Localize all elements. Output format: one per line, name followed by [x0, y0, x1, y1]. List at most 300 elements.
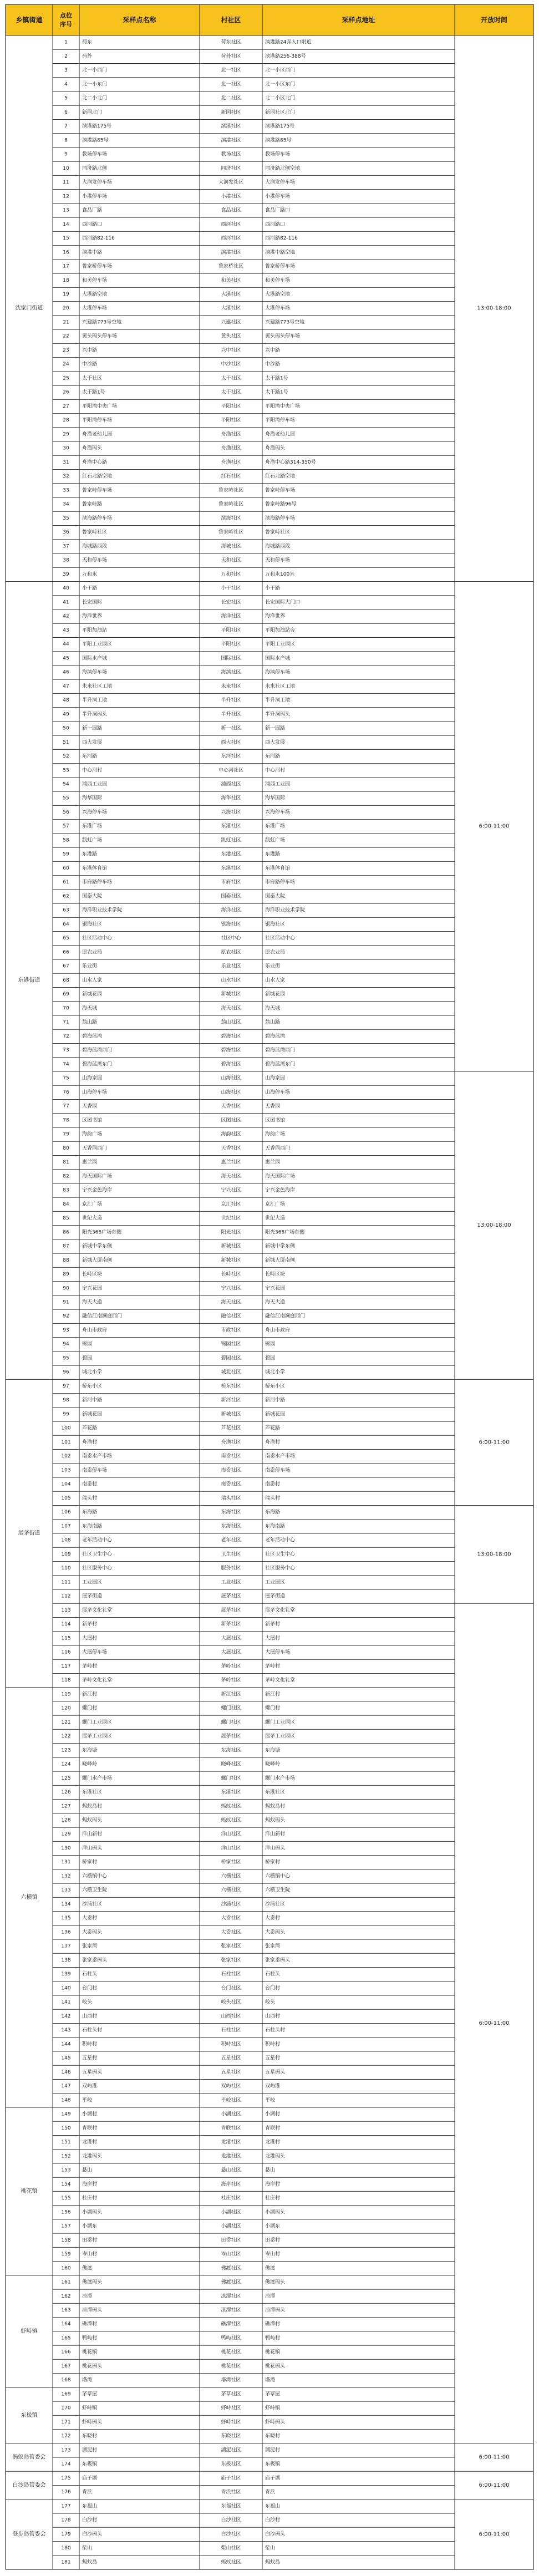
row-address: 原农业局: [265, 949, 286, 956]
row-community: 北一社区: [221, 68, 241, 74]
row-address: 佛渡: [265, 2265, 276, 2272]
row-community: 西大社区: [221, 739, 241, 745]
row-site-name: 礁潭村: [82, 2321, 98, 2328]
row-seq: 28: [63, 418, 69, 424]
row-site-name: 鲁家桥停车场: [82, 263, 113, 270]
row-site-name: 青联村: [82, 2125, 98, 2131]
row-address: 城北小学: [265, 1369, 286, 1375]
row-community: 五星社区: [221, 2069, 241, 2075]
row-address: 晓峰岭: [265, 1761, 281, 1767]
row-site-name: 螺门村: [82, 1705, 98, 1711]
row-site-name: 新城大厦南侧: [82, 1257, 113, 1263]
row-site-name: 张家湾: [82, 1943, 98, 1949]
row-site-name: 西河路82-116: [82, 236, 115, 242]
row-community: 虾峙社区: [221, 2419, 241, 2425]
row-community: 海城社区: [221, 543, 241, 550]
row-site-name: 六横镇中心: [82, 1873, 108, 1879]
row-site-name: 天香园西门: [82, 1145, 108, 1151]
row-address: 滨港路24弄入口附近: [265, 39, 312, 45]
row-site-name: 海岸村: [82, 2181, 98, 2187]
row-seq: 52: [63, 754, 69, 760]
row-site-name: 茅岭文化礼堂: [82, 1678, 113, 1684]
row-address: 悬山: [265, 2167, 276, 2173]
row-site-name: 张家岙码头: [82, 1957, 108, 1963]
row-address: 兴建路773号空地: [265, 319, 305, 326]
row-community: 凯虹社区: [221, 837, 241, 844]
row-address: 新园社区北门: [265, 109, 296, 115]
row-seq: 116: [61, 1649, 71, 1655]
row-site-name: 大展村: [82, 1635, 98, 1642]
row-site-name: 东海路: [82, 1510, 98, 1516]
row-seq: 173: [61, 2447, 71, 2453]
row-community: 天香社区: [221, 1104, 241, 1110]
row-community: 黄头社区: [221, 333, 241, 339]
row-seq: 153: [61, 2167, 71, 2173]
row-seq: 49: [63, 712, 69, 718]
row-seq: 99: [63, 1411, 69, 1417]
row-site-name: 滨海路停车场: [82, 515, 113, 521]
row-address: 螺门水产市场: [265, 1775, 296, 1781]
header-township: 乡镇街道: [16, 16, 43, 24]
row-site-name: 新茅村: [82, 1622, 98, 1628]
row-site-name: 山水人家: [82, 977, 103, 983]
row-site-name: 积峙村: [82, 2041, 98, 2047]
row-address: 宁兴花园: [265, 1286, 286, 1292]
row-site-name: 大港停车场: [82, 306, 108, 312]
row-address: 黄头码头停车场: [265, 333, 301, 339]
row-site-name: 茅草屋: [82, 2391, 98, 2397]
row-address: 东港体育馆: [265, 865, 291, 871]
row-site-name: 茅岭村: [82, 1663, 98, 1669]
row-site-name: 蚂蚁岛: [82, 2559, 98, 2565]
row-seq: 61: [63, 880, 69, 886]
row-community: 东福社区: [221, 2503, 241, 2509]
row-community: 白沙社区: [221, 2531, 241, 2537]
row-address: 螺门村: [265, 1705, 281, 1711]
row-seq: 46: [63, 669, 69, 675]
row-seq: 178: [61, 2517, 71, 2523]
row-seq: 5: [64, 95, 68, 101]
row-address: 宁兴金色海岸: [265, 1187, 296, 1193]
row-address: 锦园: [265, 1342, 276, 1348]
row-community: 东晓社区: [221, 2433, 241, 2440]
row-address: 桥东小区: [265, 1383, 286, 1389]
row-address: 中沙路: [265, 362, 281, 368]
row-address: 北一小区东门: [265, 82, 296, 88]
row-address: 洋山码头: [265, 1845, 286, 1851]
row-community: 山海社区: [221, 1075, 241, 1081]
row-site-name: 杜庄村: [82, 2196, 98, 2202]
row-address: 中心河村: [265, 768, 286, 774]
row-community: 茅岭社区: [221, 1678, 241, 1684]
row-community: 融信社区: [221, 1313, 241, 1319]
row-community: 新一社区: [221, 725, 241, 731]
row-seq: 97: [63, 1383, 69, 1389]
row-seq: 107: [61, 1523, 71, 1530]
row-site-name: 滨港中路: [82, 250, 103, 256]
row-site-name: 北一小东门: [82, 82, 108, 88]
row-site-name: 中心河村: [82, 768, 103, 774]
header-address: 采样点地址: [342, 16, 375, 24]
row-site-name: 虾峙码头: [82, 2419, 103, 2425]
row-community: 鲁家桥社区: [218, 263, 244, 270]
row-seq: 132: [61, 1873, 71, 1879]
row-community: 杜庄社区: [221, 2196, 241, 2202]
row-address: 南岙停车场: [265, 1467, 291, 1474]
row-seq: 62: [63, 893, 69, 900]
row-address: 小湖码头: [265, 2209, 286, 2216]
row-seq: 162: [61, 2293, 71, 2299]
row-site-name: 平阳湾停车场: [82, 418, 113, 424]
row-community: 滨港社区: [221, 138, 241, 144]
row-seq: 89: [63, 1272, 69, 1278]
row-address: 凉潭码头: [265, 2308, 286, 2314]
row-community: 平峧社区: [221, 2097, 241, 2104]
row-address: 蚂蚁码头: [265, 1817, 286, 1823]
row-seq: 60: [63, 865, 69, 871]
row-address: 湖泥村: [265, 2447, 281, 2453]
row-address: 鲁家峙停车场: [265, 487, 296, 494]
row-address: 兴中路: [265, 347, 281, 353]
row-community: 平阳社区: [221, 627, 241, 633]
row-seq: 68: [63, 977, 69, 983]
row-address: 西河路口: [265, 221, 286, 227]
row-site-name: 碧海蓝湾西门: [82, 1048, 113, 1054]
row-site-name: 田岙村: [82, 2237, 98, 2243]
row-site-name: 天和停车场: [82, 557, 108, 563]
row-community: 滨港社区: [221, 250, 241, 256]
row-seq: 42: [63, 613, 69, 619]
row-address: 海华国际: [265, 795, 286, 801]
row-community: 展茅社区: [221, 1593, 241, 1599]
row-address: 螺门工业园区: [265, 1719, 296, 1725]
row-community: 峧头社区: [221, 1999, 241, 2005]
row-seq: 102: [61, 1454, 71, 1460]
row-site-name: 舟渔老幼儿园: [82, 431, 113, 438]
row-seq: 136: [61, 1929, 71, 1935]
row-seq: 25: [63, 375, 69, 382]
row-address: 惠兰园: [265, 1160, 281, 1166]
row-community: 工业社区: [221, 1579, 241, 1586]
row-community: 田岙社区: [221, 2237, 241, 2243]
row-community: 同济社区: [221, 165, 241, 171]
row-site-name: 未来社区工地: [82, 683, 113, 689]
row-community: 食品社区: [221, 207, 241, 214]
row-seq: 142: [61, 2013, 71, 2019]
row-community: 平阳社区: [221, 642, 241, 648]
township-cell: 六横镇: [21, 1894, 38, 1901]
row-address: 滨海路停车场: [265, 515, 296, 521]
row-site-name: 瑞头村: [82, 1495, 98, 1501]
row-address: 半升洞码头: [265, 712, 291, 718]
row-address: 舟渔村: [265, 1439, 281, 1445]
row-address: 海洋世界: [265, 613, 286, 619]
row-community: 海天社区: [221, 1299, 241, 1305]
row-seq: 154: [61, 2181, 71, 2187]
row-seq: 174: [61, 2461, 71, 2467]
row-address: 食品厂路口: [265, 207, 291, 214]
row-address: 大展村: [265, 1635, 281, 1642]
row-community: 蚂蚁社区: [221, 1803, 241, 1810]
row-site-name: 舟渔码头: [82, 445, 103, 451]
row-site-name: 银海社区: [82, 921, 103, 927]
row-community: 小湖社区: [221, 2223, 241, 2229]
row-community: 宁兴社区: [221, 1286, 241, 1292]
row-site-name: 荷东: [82, 39, 93, 45]
row-address: 南岙水产市场: [265, 1454, 296, 1460]
row-address: 庙子湖: [265, 2475, 281, 2481]
row-community: 太干社区: [221, 375, 241, 382]
row-address: 社区卫生中心: [265, 1551, 296, 1557]
row-seq: 12: [63, 194, 69, 200]
row-site-name: 国际水产城: [82, 656, 108, 662]
row-seq: 77: [63, 1104, 69, 1110]
row-seq: 71: [63, 1019, 69, 1025]
row-community: 新城社区: [221, 1243, 241, 1249]
row-community: 世纪社区: [221, 1216, 241, 1222]
row-community: 龙港社区: [221, 2153, 241, 2160]
row-community: 荷东社区: [221, 39, 241, 45]
row-seq: 41: [63, 599, 69, 606]
row-site-name: 兴中路: [82, 347, 98, 353]
row-community: 青联社区: [221, 2125, 241, 2131]
row-address: 佛渡码头: [265, 2279, 286, 2285]
row-site-name: 教场停车场: [82, 151, 108, 157]
row-community: 教场社区: [221, 151, 241, 157]
row-community: 南岙社区: [221, 1454, 241, 1460]
row-site-name: 东海塘: [82, 1747, 98, 1754]
row-address: 区图书馆: [265, 1117, 286, 1124]
row-site-name: 展茅街道: [82, 1593, 103, 1599]
row-site-name: 桃花码头: [82, 2363, 103, 2369]
row-community: 兴建社区: [221, 319, 241, 326]
row-community: 沙浦社区: [221, 1901, 241, 1907]
row-community: 大展社区: [221, 1635, 241, 1642]
row-seq: 175: [61, 2475, 71, 2481]
row-site-name: 浦西工业园: [82, 781, 108, 787]
row-community: 螺门社区: [221, 1719, 241, 1725]
row-seq: 27: [63, 403, 69, 409]
row-seq: 98: [63, 1398, 69, 1404]
row-seq: 65: [63, 936, 69, 942]
row-seq: 177: [61, 2503, 71, 2509]
row-site-name: 东极镇: [82, 2461, 98, 2467]
row-community: 海天社区: [221, 1173, 241, 1180]
row-address: 礁潭村: [265, 2321, 281, 2328]
row-community: 滨海社区: [221, 515, 241, 521]
row-address: 展茅文化礼堂: [265, 1607, 296, 1613]
row-address: 海滨停车场: [265, 669, 291, 675]
hours-cell: 13:00-18:00: [477, 1551, 511, 1558]
row-community: 国泰社区: [221, 893, 241, 900]
row-address: 世纪大道: [265, 1216, 286, 1222]
row-site-name: 荷外: [82, 53, 93, 59]
row-community: 舟渔社区: [221, 459, 241, 465]
row-address: 虾峙码头: [265, 2419, 286, 2425]
row-community: 桥家社区: [221, 1859, 241, 1866]
row-address: 半升洞工地: [265, 698, 291, 704]
row-seq: 139: [61, 1972, 71, 1978]
row-seq: 179: [61, 2531, 71, 2537]
row-site-name: 食品厂路: [82, 207, 103, 214]
row-address: 老年活动中心: [265, 1537, 296, 1543]
row-seq: 180: [61, 2545, 71, 2552]
row-seq: 108: [61, 1537, 71, 1543]
row-seq: 82: [63, 1173, 69, 1180]
row-address: 滨港路175号: [265, 124, 295, 130]
row-site-name: 芦花路: [82, 1425, 98, 1431]
row-site-name: 蚂蚁岛村: [82, 1803, 103, 1810]
row-seq: 151: [61, 2140, 71, 2146]
row-address: 山水人家: [265, 977, 286, 983]
row-address: 海天国际广场: [265, 1173, 296, 1180]
row-address: 五星码头: [265, 2069, 286, 2075]
row-community: 凉潭社区: [221, 2293, 241, 2299]
row-seq: 93: [63, 1327, 69, 1333]
row-community: 太干社区: [221, 389, 241, 395]
row-address: 碧海蓝湾东门: [265, 1061, 296, 1068]
row-seq: 120: [61, 1705, 71, 1711]
row-site-name: 石柱头: [82, 1972, 98, 1978]
row-address: 工业园区: [265, 1579, 286, 1586]
row-site-name: 小湖码头: [82, 2209, 103, 2216]
row-community: 东港社区: [221, 824, 241, 830]
row-address: 龙港码头: [265, 2153, 286, 2160]
row-address: 舟渔老幼儿园: [265, 431, 296, 438]
row-seq: 2: [64, 53, 68, 59]
row-community: 双屿社区: [221, 2084, 241, 2090]
row-site-name: 小湖村: [82, 2111, 98, 2117]
row-site-name: 鸭屿村: [82, 2335, 98, 2341]
row-site-name: 洋山新村: [82, 1831, 103, 1837]
row-community: 礁潭社区: [221, 2321, 241, 2328]
row-seq: 146: [61, 2069, 71, 2075]
row-site-name: 五星村: [82, 2055, 98, 2061]
row-address: 平阳湾停车场: [265, 418, 296, 424]
row-community: 城北社区: [221, 1369, 241, 1375]
row-community: 东港社区: [221, 865, 241, 871]
row-community: 市府社区: [221, 880, 241, 886]
township-cell: 登步岛管委会: [12, 2531, 46, 2538]
row-community: 中心河社区: [218, 768, 244, 774]
header-hours: 开放时间: [480, 16, 508, 24]
row-address: 茅岭村: [265, 1663, 281, 1669]
row-address: 东海塘: [265, 1747, 281, 1754]
row-site-name: 鲁家峙停车场: [82, 487, 113, 494]
row-seq: 158: [61, 2237, 71, 2243]
row-seq: 91: [63, 1299, 69, 1305]
row-address: 平阳工业园区: [265, 642, 296, 648]
row-site-name: 螺门工业园区: [82, 1719, 113, 1725]
row-community: 山西社区: [221, 2013, 241, 2019]
row-seq: 69: [63, 992, 69, 998]
row-address: 国际水产城: [265, 656, 291, 662]
row-community: 舟渔社区: [221, 445, 241, 451]
row-seq: 29: [63, 431, 69, 438]
row-address: 双屿港: [265, 2084, 281, 2090]
row-seq: 19: [63, 291, 69, 297]
row-site-name: 东河路: [82, 754, 98, 760]
row-community: 海岸社区: [221, 2181, 241, 2187]
row-address: 新一园路: [265, 725, 286, 731]
row-seq: 129: [61, 1831, 71, 1837]
row-address: 国泰大院: [265, 893, 286, 900]
row-address: 平阳加油站旁: [265, 627, 296, 633]
row-community: 积峙社区: [221, 2041, 241, 2047]
row-site-name: 兴海停车场: [82, 809, 108, 815]
row-community: 大岙社区: [221, 1916, 241, 1922]
row-site-name: 台门村: [82, 1985, 98, 1991]
row-address: 桃花码头: [265, 2363, 286, 2369]
row-seq: 6: [64, 109, 68, 115]
row-site-name: 长宏国际: [82, 599, 103, 606]
row-community: 蚂蚁社区: [221, 2559, 241, 2565]
row-address: 小湖村: [265, 2111, 281, 2117]
row-site-name: 碧海蓝湾: [82, 1033, 103, 1039]
row-seq: 134: [61, 1901, 71, 1907]
row-community: 桃花社区: [221, 2363, 241, 2369]
row-address: 蚂蚁岛: [265, 2559, 281, 2565]
row-seq: 164: [61, 2321, 71, 2328]
row-address: 大展停车场: [265, 1649, 291, 1655]
row-address: 芦花路: [265, 1425, 281, 1431]
row-seq: 76: [63, 1089, 69, 1095]
row-site-name: 兴建路773号空地: [82, 319, 122, 326]
row-site-name: 新江村: [82, 1691, 98, 1698]
row-address: 大润发停车场: [265, 180, 296, 186]
row-address: 大岙村: [265, 1916, 281, 1922]
row-site-name: 翁山路: [82, 1019, 98, 1025]
row-seq: 114: [61, 1622, 71, 1628]
row-seq: 176: [61, 2489, 71, 2496]
row-seq: 152: [61, 2153, 71, 2160]
row-site-name: 老年活动中心: [82, 1537, 113, 1543]
row-address: 展茅工业园区: [265, 1734, 296, 1740]
row-seq: 80: [63, 1145, 69, 1151]
row-site-name: 塔湾: [82, 2377, 93, 2384]
row-address: 社区服务中心: [265, 1566, 296, 1572]
row-seq: 39: [63, 571, 69, 577]
row-seq: 43: [63, 627, 69, 633]
row-address: 岑山村: [265, 2252, 281, 2258]
row-seq: 166: [61, 2349, 71, 2355]
row-seq: 45: [63, 656, 69, 662]
row-seq: 37: [63, 543, 69, 550]
row-community: 老年社区: [221, 1537, 241, 1543]
row-site-name: 南岙村: [82, 1481, 98, 1487]
row-community: 南岙社区: [221, 1467, 241, 1474]
row-seq: 72: [63, 1033, 69, 1039]
row-address: 蚂蚁岛村: [265, 1803, 286, 1810]
row-site-name: 佛渡码头: [82, 2279, 103, 2285]
row-community: 大岙社区: [221, 1929, 241, 1935]
row-address: 小港停车场: [265, 194, 291, 200]
row-community: 大润发社区: [218, 180, 244, 186]
row-site-name: 庙子湖: [82, 2475, 98, 2481]
township-cell: 白沙岛管委会: [12, 2482, 46, 2489]
row-site-name: 鲁家峙路: [82, 501, 103, 507]
row-seq: 31: [63, 459, 69, 465]
row-site-name: 太干社区: [82, 375, 103, 382]
row-community: 大展社区: [221, 1649, 241, 1655]
row-site-name: 虾峙镇: [82, 2405, 98, 2411]
row-community: 新江社区: [221, 1691, 241, 1698]
row-address: 峧头: [265, 1999, 276, 2005]
row-site-name: 海滨停车场: [82, 669, 108, 675]
row-site-name: 宁兴金色海岸: [82, 1187, 113, 1193]
row-seq: 144: [61, 2041, 71, 2047]
row-address: 新城花园: [265, 992, 286, 998]
